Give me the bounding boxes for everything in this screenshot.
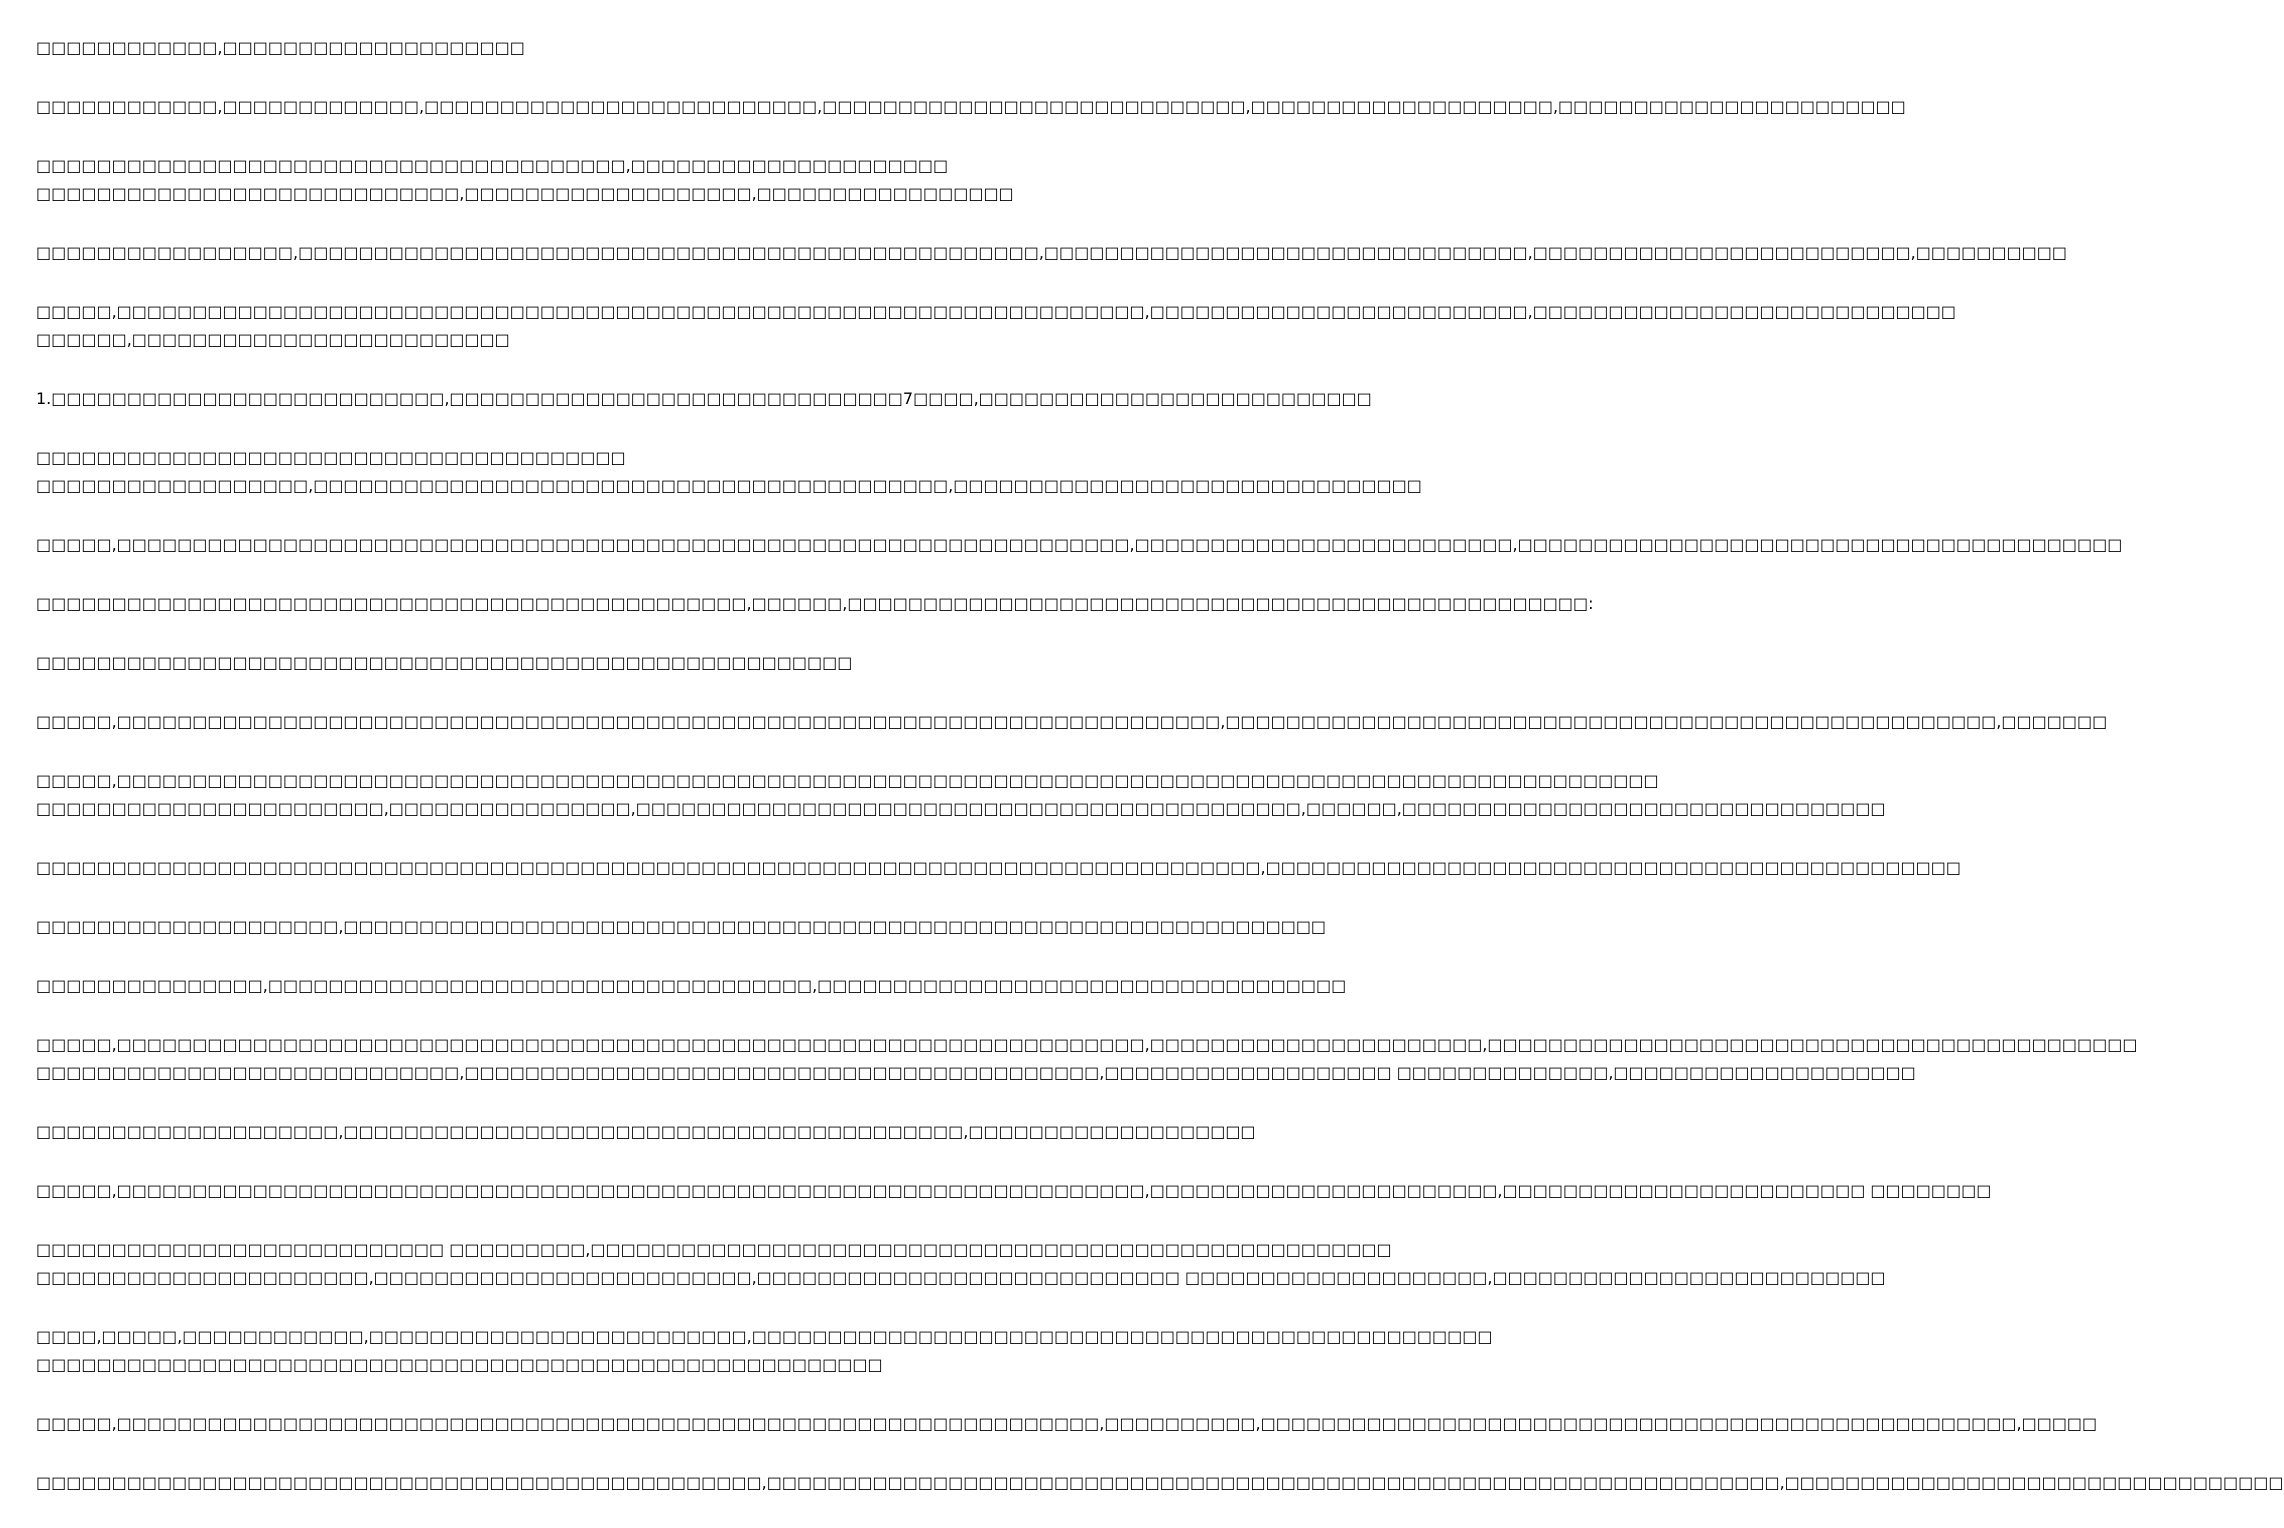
paragraph-line: □□□□□□□□□□□□□□□□□□□□□□□□□□□□,□□□□□□□□□□□□□□□□□□□,□□□□□□□□□□□□□□□□□	[36, 184, 1014, 203]
paragraph	[36, 93, 1906, 121]
paragraph	[36, 34, 990, 62]
paragraph	[36, 590, 1594, 618]
paragraph-line: □□□□,□□□□□,□□□□□□□□□□□□,□□□□□□□□□□□□□□□□□□□□□□□□□,□□□□□□□□□□□□□□□□□□□□□□□□□□□□□□□□□□□□□□□□□□□□□□□□□	[36, 1327, 1493, 1346]
paragraph	[36, 913, 1327, 941]
paragraph-line: □□□□□□□□□□□□□□□□□□□□□□□□□□□□□□□□□□□□□□□□□□□□□□□□□□□□□□□□□□□□□□□□□□□□□□□□□□□□□□□□□,□□□□□□□□□□□□□□□□□□□□□□□□□□□□□□□□□□□□□□□□□□□□□□	[36, 858, 1961, 877]
paragraph-line: □□□□□□□□□□□□□□□□□□□□□□□□□□□□□□□□□□□□□□□	[36, 448, 626, 467]
paragraph	[36, 1177, 1992, 1205]
paragraph-line: □□□□□□□□□□□□□□□□□□□□□□□□□□□□,□□□□□□□□□□□□□□□□□□□□□□□□□□□□□□□□□□□□□□□□□□,□□□□□□□□□□□□□□□□□□□ □□□□□□□□□□□□□□,□□□□□□□□□□□□□□□□□□□□	[36, 1063, 1916, 1082]
paragraph	[36, 444, 1422, 500]
paragraph	[36, 298, 1957, 354]
paragraph	[36, 708, 2108, 736]
document-body	[36, 34, 2284, 1528]
paragraph	[36, 1469, 2284, 1497]
paragraph	[36, 152, 1014, 208]
paragraph	[36, 531, 2123, 559]
paragraph-line: □□□□□□□□□□□□□□□□□□□□,□□□□□□□□□□□□□□□□□□□□□□□□□□□□□□□□□□□□□□□□□□□□□□□□□□□□□□□□□□□□□□□□□	[36, 917, 1327, 936]
paragraph-line: □□□□□,□□□□□□□□□□□□□□□□□□□□□□□□□□□□□□□□□□□□□□□□□□□□□□□□□□□□□□□□□□□□□□□□□□□,□□□□□□□□□□□□□□□□□□□□□□□□□,□□□□□□□□□□□□□□□□□□□□□□□□□□□□□□□□□□□□□□□□	[36, 535, 2123, 554]
paragraph	[36, 1323, 1493, 1379]
paragraph-line: □□□□□□□□□□□□□□□□□□□□□□□□□□□□□□□□□□□□□□□□□□□□□□□□,□□□□□□□□□□□□□□□□□□□□□□□□□□□□□□□□□□□□□□□□□□□□□□□□□□□□□□□□□□□□□□□□□□□,□□□□□□□□□□□□□□□□□□□□□□□□□□□□□□□□□	[36, 1473, 2284, 1492]
paragraph	[36, 972, 1347, 1000]
paragraph	[36, 385, 1372, 413]
paragraph-line: □□□□□,□□□□□□□□□□□□□□□□□□□□□□□□□□□□□□□□□□□□□□□□□□□□□□□□□□□□□□□□□□□□□□□□□□□□,□□□□□□□□□□□□□□□□□□□□□□,□□□□□□□□□□□□□□□□□□□□□□□□□□□□□□□□□□□□□□□□□□□	[36, 1035, 2138, 1054]
paragraph	[36, 854, 1961, 882]
paragraph-line: □□□□□□□□□□□□□□□□□□,□□□□□□□□□□□□□□□□□□□□□□□□□□□□□□□□□□□□□□□□□□,□□□□□□□□□□□□□□□□□□□□□□□□□□□□□□□	[36, 476, 1422, 495]
paragraph	[36, 1410, 2098, 1438]
paragraph-line: 1.□□□□□□□□□□□□□□□□□□□□□□□□□□,□□□□□□□□□□□□□□□□□□□□□□□□□□□□□□7□□□□,□□□□□□□□□□□□□□□□□□□□□□□□□□	[36, 389, 1372, 408]
paragraph	[36, 239, 2067, 267]
paragraph-line: □□□□□□,□□□□□□□□□□□□□□□□□□□□□□□□□	[36, 330, 510, 349]
paragraph-line: □□□□□,□□□□□□□□□□□□□□□□□□□□□□□□□□□□□□□□□□□□□□□□□□□□□□□□□□□□□□□□□□□□□□□□□□□□□□□□□,□□□□□□□□□□□□□□□□□□□□□□□□□□□□□□□□□□□□□□□□□□□□□□□□□□□,□□□□□□□	[36, 712, 2108, 731]
paragraph	[36, 1118, 1256, 1146]
paragraph-line: □□□□□□□□□□□□□□□□□□□□□□□□□□□□□□□□□□□□□□□□□□□□□□□□□□□□□□	[36, 653, 853, 672]
paragraph	[36, 649, 990, 677]
paragraph-line: □□□□□,□□□□□□□□□□□□□□□□□□□□□□□□□□□□□□□□□□□□□□□□□□□□□□□□□□□□□□□□□□□□□□□□□□□□,□□□□□□□□□□□□□□□□□□□□□□□□□,□□□□□□□□□□□□□□□□□□□□□□□□□□□□	[36, 302, 1957, 321]
paragraph-line: □□□□□□□□□□□□,□□□□□□□□□□□□□□□□□□□□	[36, 38, 525, 57]
paragraph-line: □□□□□□□□□□□□□□□□□□□□□□,□□□□□□□□□□□□□□□□□□□□□□□□□,□□□□□□□□□□□□□□□□□□□□□□□□□□□□ □□□□□□□□□□□□□□□□□□□□,□□□□□□□□□□□□□□□□□□□□□□□□□□	[36, 1268, 1886, 1287]
paragraph-line: □□□□□□□□□□□□,□□□□□□□□□□□□□,□□□□□□□□□□□□□□□□□□□□□□□□□□,□□□□□□□□□□□□□□□□□□□□□□□□□□□□,□□□□□□□□□□□□□□□□□□□□,□□□□□□□□□□□□□□□□□□□□□□□	[36, 97, 1906, 116]
paragraph-line: □□□□□□□□□□□□□□□□□□□□□□□□□□□□□□□□□□□□□□□□□□□□□□□,□□□□□□,□□□□□□□□□□□□□□□□□□□□□□□□□□□□□□□□□□□□□□□□□□□□□□□□□:	[36, 594, 1594, 613]
paragraph-line: □□□□□□□□□□□□□□□□□□□□□□□□□□□ □□□□□□□□□,□□□□□□□□□□□□□□□□□□□□□□□□□□□□□□□□□□□□□□□□□□□□□□□□□□□□□	[36, 1240, 1392, 1259]
paragraph	[36, 1031, 2138, 1087]
paragraph-line: □□□□□□□□□□□□□□□□□,□□□□□□□□□□□□□□□□□□□□□□□□□□□□□□□□□□□□□□□□□□□□□□□□□,□□□□□□□□□□□□□□□□□□□□□□□□□□□□□□□□,□□□□□□□□□□□□□□□□□□□□□□□□□,□□□□□□□□□□	[36, 243, 2067, 262]
paragraph-line: □□□□□□□□□□□□□□□□□□□□□□□□□□□□□□□□□□□□□□□,□□□□□□□□□□□□□□□□□□□□□	[36, 156, 949, 175]
paragraph-line: □□□□□,□□□□□□□□□□□□□□□□□□□□□□□□□□□□□□□□□□□□□□□□□□□□□□□□□□□□□□□□□□□□□□□□□□□□,□□□□□□□□□□□□□□□□□□□□□□□,□□□□□□□□□□□□□□□□□□□□□□□□ □□□□□□□□	[36, 1181, 1992, 1200]
paragraph	[36, 767, 1886, 823]
paragraph-line: □□□□□,□□□□□□□□□□□□□□□□□□□□□□□□□□□□□□□□□□□□□□□□□□□□□□□□□□□□□□□□□□□□□□□□□,□□□□□□□□□□,□□□□□□□□□□□□□□□□□□□□□□□□□□□□□□□□□□□□□□□□□□□□□□□□□□,□□□□□	[36, 1414, 2098, 1433]
paragraph-line: □□□□□□□□□□□□□□□□□□□□□□□□□□□□□□□□□□□□□□□□□□□□□□□□□□□□□□□□	[36, 1355, 883, 1374]
paragraph-line: □□□□□□□□□□□□□□□□□□□□,□□□□□□□□□□□□□□□□□□□□□□□□□□□□□□□□□□□□□□□□□,□□□□□□□□□□□□□□□□□□□	[36, 1122, 1256, 1141]
paragraph-line: □□□□□□□□□□□□□□□□□□□□□□□,□□□□□□□□□□□□□□□□,□□□□□□□□□□□□□□□□□□□□□□□□□□□□□□□□□□□□□□□□□□□□,□□□□□□,□□□□□□□□□□□□□□□□□□□□□□□□□□□□□□□□	[36, 799, 1886, 818]
paragraph-line: □□□□□□□□□□□□□□□,□□□□□□□□□□□□□□□□□□□□□□□□□□□□□□□□□□□□,□□□□□□□□□□□□□□□□□□□□□□□□□□□□□□□□□□□	[36, 976, 1347, 995]
paragraph	[36, 1236, 1886, 1292]
paragraph-line: □□□□□,□□□□□□□□□□□□□□□□□□□□□□□□□□□□□□□□□□□□□□□□□□□□□□□□□□□□□□□□□□□□□□□□□□□□□□□□□□□□□□□□□□□□□□□□□□□□□□□□□□□□□□	[36, 771, 1659, 790]
